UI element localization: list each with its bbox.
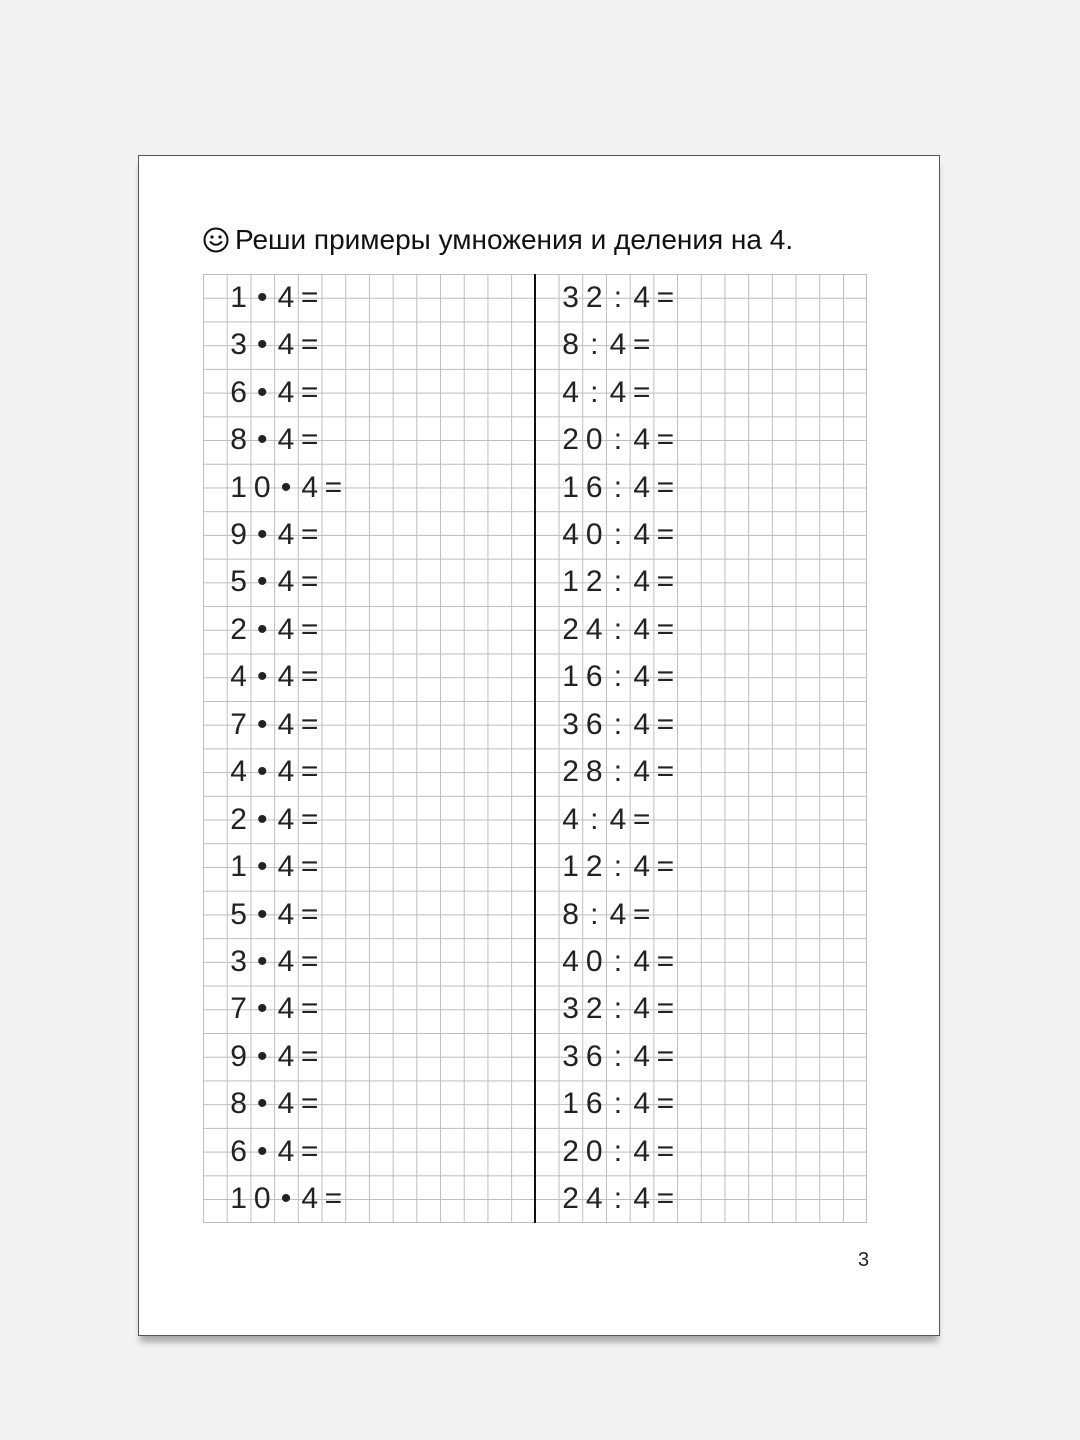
page-number: 3 [858, 1249, 870, 1271]
multiplication-exercise: 3 • 4 = [230, 945, 319, 979]
division-exercise: 4 0 : 4 = [562, 945, 675, 979]
multiplication-exercise: 3 • 4 = [230, 328, 319, 362]
division-exercise: 3 2 : 4 = [562, 992, 675, 1026]
multiplication-exercise: 6 • 4 = [230, 375, 319, 409]
division-exercise: 4 0 : 4 = [562, 517, 675, 551]
multiplication-exercise: 4 • 4 = [230, 660, 319, 694]
division-exercise: 3 6 : 4 = [562, 1039, 675, 1073]
division-exercise: 2 0 : 4 = [562, 423, 675, 457]
division-exercise: 3 6 : 4 = [562, 707, 675, 741]
workbook-page [138, 155, 940, 1336]
division-exercise: 1 6 : 4 = [562, 470, 675, 504]
multiplication-exercise: 1 0 • 4 = [230, 1182, 343, 1216]
smiley-icon [203, 227, 229, 253]
task-title-text: Реши примеры умножения и деления на 4. [235, 224, 794, 255]
multiplication-exercise: 4 • 4 = [230, 755, 319, 789]
multiplication-exercise: 1 • 4 = [230, 280, 319, 314]
multiplication-exercise: 2 • 4 = [230, 802, 319, 836]
multiplication-exercise: 6 • 4 = [230, 1134, 319, 1168]
exercise-grid [203, 274, 867, 1223]
multiplication-exercise: 1 • 4 = [230, 850, 319, 884]
division-exercise: 3 2 : 4 = [562, 280, 675, 314]
division-exercise: 2 4 : 4 = [562, 612, 675, 646]
multiplication-exercise: 1 0 • 4 = [230, 470, 343, 504]
division-exercise: 1 6 : 4 = [562, 660, 675, 694]
multiplication-exercise: 5 • 4 = [230, 565, 319, 599]
column-divider [534, 274, 536, 1223]
multiplication-exercise: 8 • 4 = [230, 423, 319, 457]
multiplication-exercise: 5 • 4 = [230, 897, 319, 931]
division-exercise: 1 6 : 4 = [562, 1087, 675, 1121]
division-exercise: 8 : 4 = [562, 328, 651, 362]
division-exercise: 2 8 : 4 = [562, 755, 675, 789]
multiplication-exercise: 7 • 4 = [230, 992, 319, 1026]
multiplication-exercise: 8 • 4 = [230, 1087, 319, 1121]
multiplication-exercise: 7 • 4 = [230, 707, 319, 741]
division-exercise: 1 2 : 4 = [562, 565, 675, 599]
division-exercise: 4 : 4 = [562, 802, 651, 836]
division-exercise: 1 2 : 4 = [562, 850, 675, 884]
task-title [203, 224, 793, 256]
multiplication-exercise: 9 • 4 = [230, 517, 319, 551]
division-exercise: 2 4 : 4 = [562, 1182, 675, 1216]
division-exercise: 4 : 4 = [562, 375, 651, 409]
division-exercise: 2 0 : 4 = [562, 1134, 675, 1168]
multiplication-exercise: 9 • 4 = [230, 1039, 319, 1073]
multiplication-exercise: 2 • 4 = [230, 612, 319, 646]
division-exercise: 8 : 4 = [562, 897, 651, 931]
